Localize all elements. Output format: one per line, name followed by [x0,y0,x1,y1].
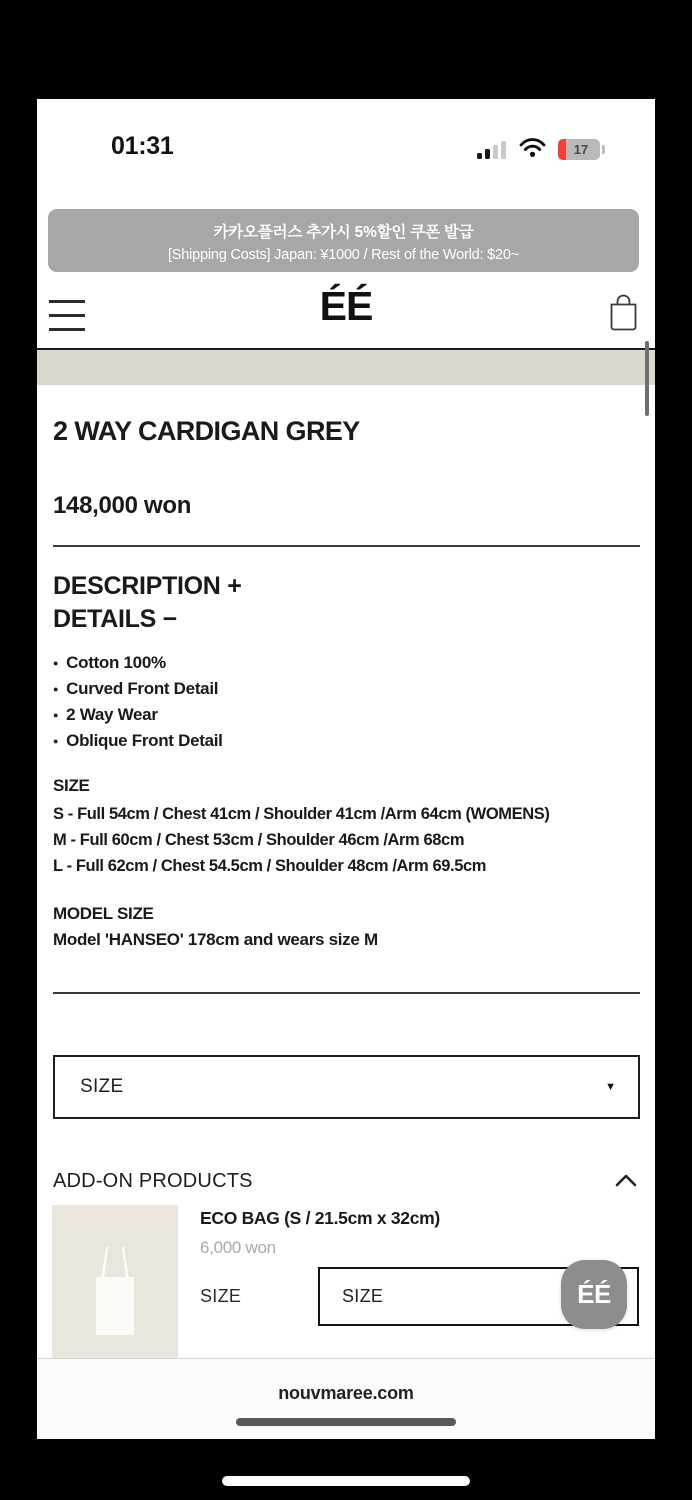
divider [53,992,640,994]
chevron-down-icon: ▼ [605,1081,616,1093]
status-time: 01:31 [111,132,174,160]
screenshot-home-indicator [236,1418,456,1426]
brand-logo[interactable]: ÉÉ [319,283,373,329]
screenshot-viewport [37,99,655,1439]
battery-icon [558,139,600,160]
browser-bottom-bar [37,1358,655,1439]
details-list [53,650,223,754]
size-heading: SIZE [53,776,90,795]
size-spec-list [53,801,549,879]
product-image-edge [37,350,655,385]
promo-banner[interactable] [48,209,639,272]
details-toggle[interactable]: DETAILS − [53,605,177,633]
model-size-info: Model 'HANSEO' 178cm and wears size M [53,930,378,949]
promo-banner-korean-text: 카카오플러스 추가시 5%할인 쿠폰 발급 [213,224,474,241]
size-spec-row: M - Full 60cm / Chest 53cm / Shoulder 46cm /Arm 68cm [53,831,465,849]
detail-item: ● Curved Front Detail [53,676,223,702]
addon-product-thumbnail[interactable] [52,1205,178,1358]
model-size-heading: MODEL SIZE [53,904,154,923]
size-select-value: SIZE [80,1076,124,1097]
home-indicator[interactable] [222,1476,470,1486]
detail-item: ● Oblique Front Detail [53,728,223,754]
addon-size-select-value: SIZE [342,1286,384,1306]
detail-item: ● Cotton 100% [53,650,223,676]
detail-item: ● 2 Way Wear [53,702,223,728]
size-select[interactable] [53,1055,640,1119]
wifi-icon [519,138,546,163]
description-toggle[interactable]: DESCRIPTION + [53,572,242,600]
product-price: 148,000 won [53,492,192,519]
size-spec-row: L - Full 62cm / Chest 54.5cm / Shoulder 48cm /Arm 69.5cm [53,857,487,875]
addon-size-label: SIZE [200,1286,242,1306]
addon-product-price: 6,000 won [200,1238,276,1257]
addon-products-heading[interactable]: ADD-ON PRODUCTS [53,1170,253,1192]
address-bar-url[interactable]: nouvmaree.com [278,1383,414,1403]
cellular-signal-icon [477,141,507,159]
size-spec-row: S - Full 54cm / Chest 41cm / Shoulder 41cm /Arm 64cm (WOMENS) [53,805,550,823]
scrollbar-thumb[interactable] [645,341,649,416]
brand-floating-button[interactable]: ÉÉ [561,1260,627,1329]
chevron-up-icon[interactable] [615,1173,637,1192]
product-title: 2 WAY CARDIGAN GREY [53,416,360,446]
battery-percent: 17 [573,142,589,157]
shopping-bag-icon[interactable] [607,292,640,337]
battery-nub [602,145,605,154]
divider [53,545,640,547]
promo-banner-shipping-text: [Shipping Costs] Japan: ¥1000 / Rest of the World: $20~ [167,247,520,263]
addon-product-name: ECO BAG (S / 21.5cm x 32cm) [200,1208,440,1228]
